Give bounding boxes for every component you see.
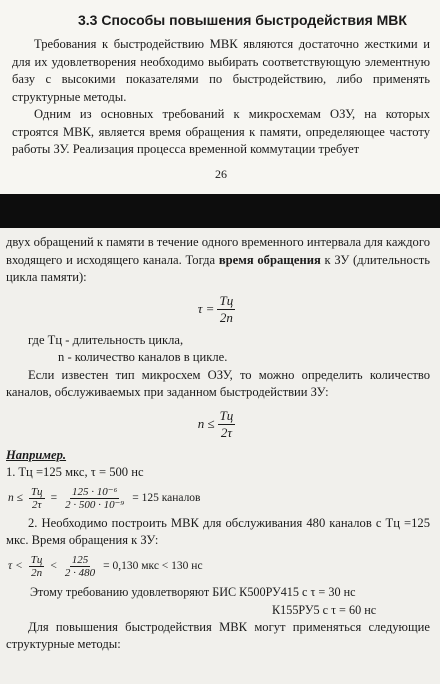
top-paragraph-1: Требования к быстродействию МВК являются достаточно жесткими и для их удовлетворения необходимо выбирать соответствующую элементную базу с высокими показателями по быстродействию, либо применять структурные методы. bbox=[12, 37, 430, 104]
final-paragraph: Для повышения быстродействия МВК могут применяться следующие структурные методы: bbox=[6, 619, 430, 651]
page-gap bbox=[0, 194, 440, 228]
ex2-result: = 0,130 мкс < 130 нс bbox=[103, 560, 203, 572]
ex2-f1-den: 2n bbox=[31, 566, 43, 579]
example-2-line: 2. Необходимо построить МВК для обслуживания 480 каналов с Tц =125 мкс. Время обращения к ЗУ: bbox=[6, 515, 430, 547]
n-definition-line: n - количество каналов в цикле. bbox=[58, 350, 228, 364]
section-heading: 3.3 Способы повышения быстродействия МВК bbox=[78, 12, 407, 28]
bis-line-1: Этому требованию удовлетворяют БИС К500РУ415 с τ = 30 нс bbox=[30, 584, 356, 599]
example-1-calc bbox=[6, 486, 430, 511]
eq2-numerator: Tц bbox=[219, 407, 234, 423]
top-page bbox=[0, 0, 440, 194]
ex2-fraction-1 bbox=[27, 554, 47, 579]
ex1-f1-num: Tц bbox=[30, 485, 43, 498]
example-label: Например. bbox=[6, 447, 67, 462]
eq1-numerator: Tц bbox=[219, 292, 234, 308]
ex1-fraction-1 bbox=[27, 486, 47, 511]
eq2-lhs: n ≤ bbox=[197, 416, 215, 431]
ex1-result: = 125 каналов bbox=[132, 492, 201, 504]
para1-text-b: к ЗУ (длительность цикла памяти): bbox=[6, 252, 430, 284]
equation-1 bbox=[6, 293, 430, 326]
bottom-paragraph-1 bbox=[6, 234, 430, 287]
eq1-denominator: 2n bbox=[219, 309, 233, 325]
ex1-lhs: n ≤ bbox=[8, 492, 23, 504]
ex2-fraction-2 bbox=[61, 554, 99, 579]
top-paragraph-2: Одним из основных требований к микросхемам ОЗУ, на которых строятся МВК, является время обращения к памяти, определяющее частоту работы ЗУ. Реализация процесса временной коммутации требует bbox=[12, 107, 430, 156]
eq2-denominator: 2τ bbox=[220, 424, 233, 440]
ex2-f2-den: 2 · 480 bbox=[64, 566, 96, 579]
ex1-f1-den: 2τ bbox=[32, 498, 42, 511]
eq1-fraction bbox=[217, 293, 235, 326]
para1-text-a: двух обращений к памяти в течение одного временного интервала для каждого входящего и исходящего канала. Тогда bbox=[6, 235, 430, 267]
bottom-paragraph-2: Если известен тип микросхем ОЗУ, то можно определить количество каналов, обслуживаемых при заданном быстродействии ЗУ: bbox=[6, 367, 430, 399]
ex2-less-than: < bbox=[50, 560, 57, 572]
ex1-f2-den: 2 · 500 · 10⁻⁹ bbox=[65, 498, 125, 511]
ex2-f2-num: 125 bbox=[71, 553, 89, 566]
example-2-calc bbox=[6, 554, 430, 579]
eq1-lhs: τ = bbox=[197, 301, 215, 316]
ex1-equals: = bbox=[50, 492, 58, 504]
eq2-fraction bbox=[218, 408, 236, 441]
para1-bold-term: время обращения bbox=[218, 252, 321, 267]
equation-2 bbox=[6, 408, 430, 441]
ex1-fraction-2 bbox=[61, 486, 128, 511]
ex1-f2-num: 125 · 10⁻⁶ bbox=[71, 485, 118, 498]
ex2-f1-num: Tц bbox=[30, 553, 43, 566]
bottom-page bbox=[0, 228, 440, 684]
example-1-line: 1. Tц =125 мкс, τ = 500 нс bbox=[6, 465, 144, 479]
where-line: где Tц - длительность цикла, bbox=[28, 332, 184, 347]
bis-line-2: К155РУ5 с τ = 60 нс bbox=[272, 602, 377, 617]
page-number: 26 bbox=[215, 166, 227, 181]
ex2-lhs: τ < bbox=[8, 560, 23, 572]
